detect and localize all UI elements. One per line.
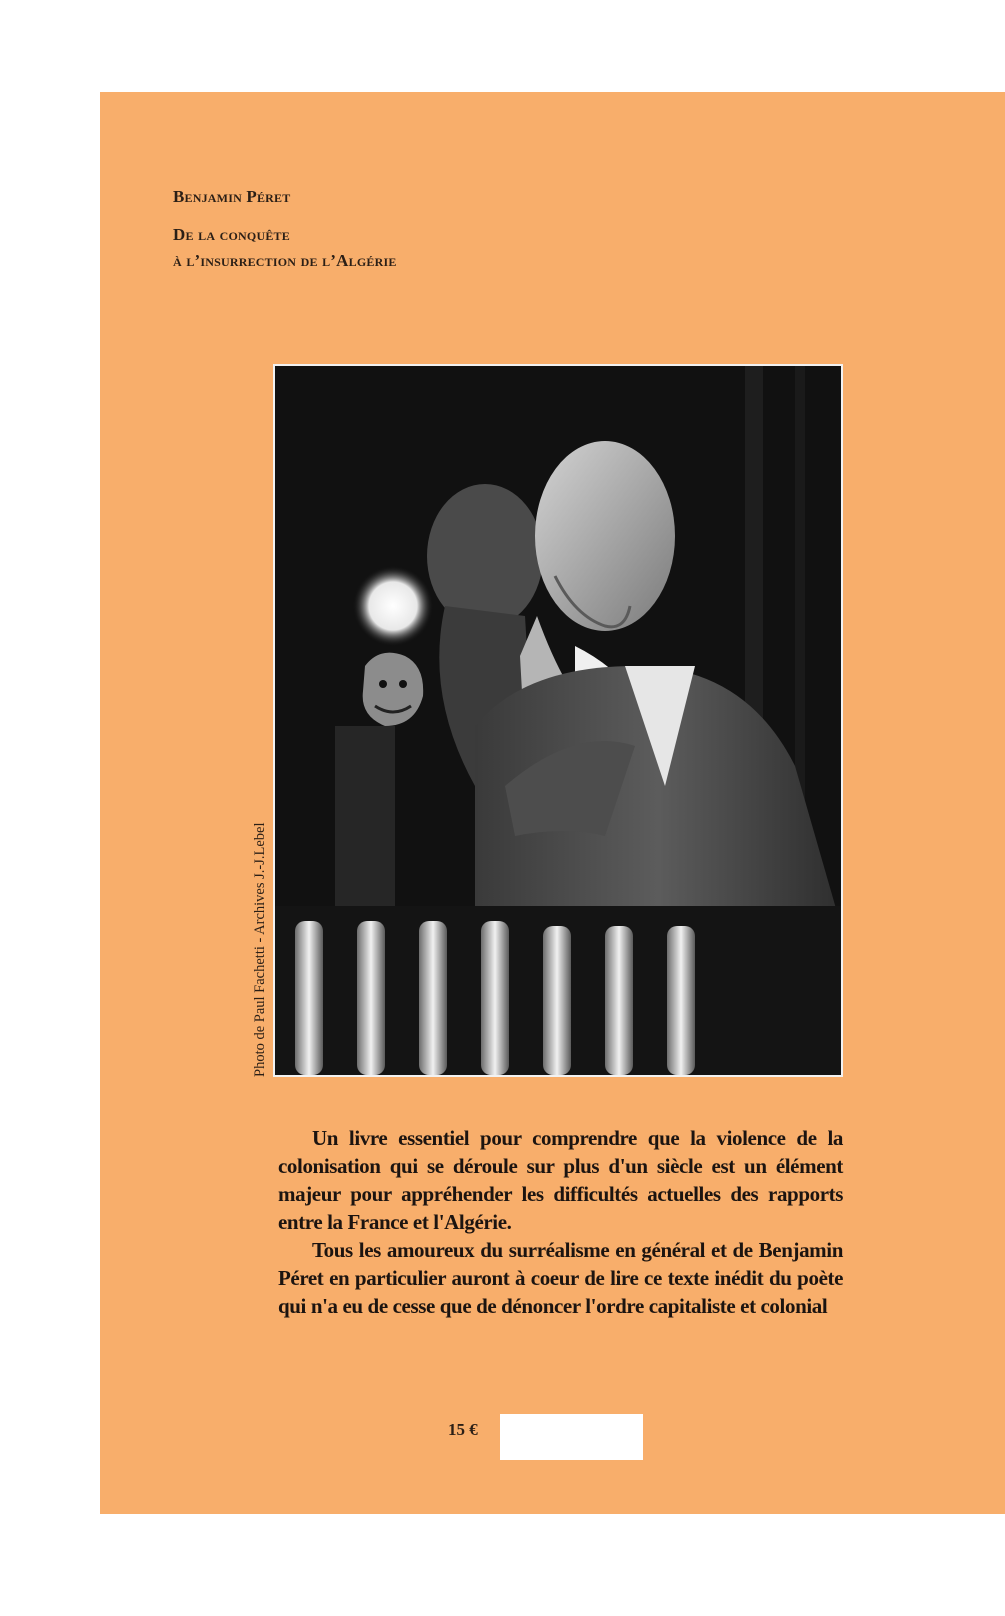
book-title <box>173 222 397 274</box>
book-title-line-2: à l’insurrection de l’Algérie <box>173 251 397 270</box>
author-photo <box>273 364 843 1077</box>
book-title-line-1: De la conquête <box>173 225 290 244</box>
blurb-text <box>278 1124 843 1320</box>
photo-credit: Photo de Paul Fachetti - Archives J.-J.Lebel <box>252 822 268 1077</box>
author-name: Benjamin Péret <box>173 187 291 206</box>
barcode-area <box>500 1414 643 1460</box>
blurb-paragraph-2: Tous les amoureux du surréalisme en général et de Benjamin Péret en particulier auront à coeur de lire ce texte inédit du poète qui n'a eu de cesse que de dénoncer l'ordre capitaliste et colonial <box>278 1238 843 1318</box>
blurb-paragraph-1: Un livre essentiel pour comprendre que la violence de la colonisation qui se déroule sur plus d'un siècle est un élément majeur pour appréhender les difficultés actuelles des rapports entre la France et l'Algérie. <box>278 1126 843 1234</box>
price-label: 15 € <box>448 1420 478 1439</box>
back-cover <box>100 92 1005 1514</box>
